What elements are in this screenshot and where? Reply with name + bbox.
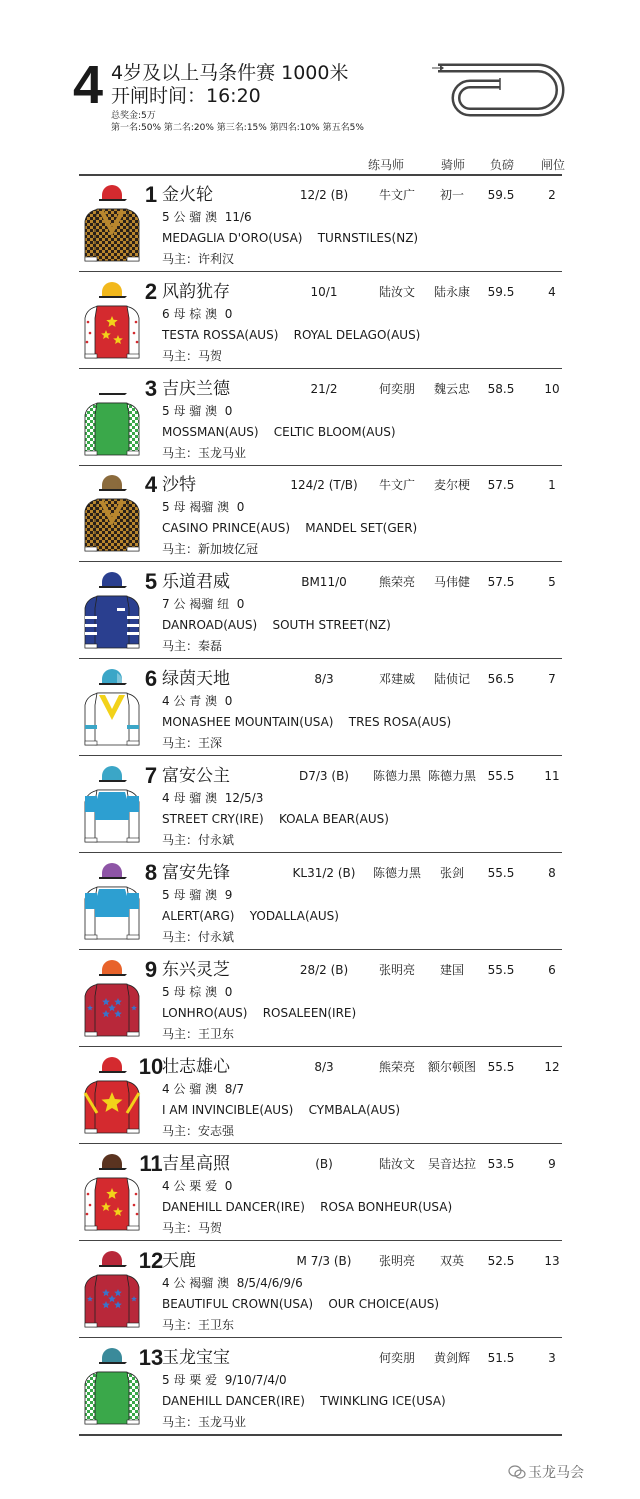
runner-row: [79, 563, 562, 659]
draw: 4: [548, 285, 556, 299]
horse-name: 乐道君威: [162, 572, 230, 592]
breeding: DANEHILL DANCER(IRE) ROSA BONHEUR(USA): [162, 1200, 453, 1214]
owner: 马主：马贺: [162, 349, 223, 363]
horse-info: 4 公 青 澳 0: [162, 694, 233, 708]
runner-row: [79, 757, 562, 853]
horse-info: 4 公 褐骝 澳 8/5/4/6/9/6: [162, 1276, 303, 1290]
breeding: MEDAGLIA D'ORO(USA) TURNSTILES(NZ): [162, 231, 419, 245]
runner-row: [79, 273, 562, 369]
horse-name: 天鹿: [162, 1251, 196, 1271]
weight: 52.5: [487, 1254, 515, 1268]
rating: KL31/2 (B): [292, 866, 356, 880]
jockey: 额尔顿图: [427, 1060, 476, 1074]
jockey: 吴音达拉: [427, 1157, 476, 1171]
owner: 马主：王深: [162, 736, 223, 750]
row-divider: [79, 368, 562, 369]
horse-name: 富安公主: [162, 766, 230, 786]
horse-info: 5 母 骝 澳 9: [162, 888, 233, 902]
jockey-silks-icon: [81, 568, 143, 652]
rating: D7/3 (B): [299, 769, 349, 783]
jockey-silks-icon: [81, 1150, 143, 1234]
jockey: 魏云忠: [433, 382, 470, 396]
track-diagram-icon: [430, 60, 566, 120]
watermark: 玉龙马会: [528, 1465, 584, 1481]
runner-number: 1: [144, 182, 158, 207]
weight: 57.5: [487, 478, 515, 492]
trainer: 张明亮: [378, 1254, 415, 1268]
runner-row: [79, 660, 562, 756]
row-divider: [79, 852, 562, 853]
weight: 57.5: [487, 575, 515, 589]
start-time: 开闸时间：16:20: [111, 85, 261, 107]
jockey-silks-icon: [81, 375, 143, 459]
jockey: 陆永康: [433, 285, 470, 299]
runner-number: 2: [144, 279, 158, 304]
jockey-silks-icon: [81, 1344, 143, 1428]
jockey: 麦尔梗: [433, 478, 470, 492]
jockey-silks-icon: [81, 762, 143, 846]
rating: M 7/3 (B): [296, 1254, 352, 1268]
row-divider: [79, 561, 562, 562]
rating: 21/2: [310, 382, 338, 396]
weight: 55.5: [487, 866, 515, 880]
runner-row: [79, 466, 562, 562]
runner-row: [79, 951, 562, 1047]
draw: 1: [548, 478, 556, 492]
trainer: 陆汝文: [378, 285, 415, 299]
trainer: 熊荣亮: [378, 1060, 415, 1074]
runner-row: [79, 370, 562, 466]
draw: 3: [548, 1351, 556, 1365]
jockey-silks-icon: [81, 1053, 143, 1137]
draw: 13: [544, 1254, 560, 1268]
owner: 马主：玉龙马业: [162, 1415, 247, 1429]
row-divider: [79, 949, 562, 950]
breeding: CASINO PRINCE(AUS) MANDEL SET(GER): [162, 521, 418, 535]
runner-row: [79, 854, 562, 950]
prize-split: 第一名:50% 第二名:20% 第三名:15% 第四名:10% 第五名5%: [111, 123, 364, 133]
horse-info: 5 母 棕 澳 0: [162, 985, 233, 999]
rating: 28/2 (B): [299, 963, 349, 977]
jockey: 陈德力黑: [427, 769, 476, 783]
draw: 7: [548, 672, 556, 686]
draw: 12: [544, 1060, 560, 1074]
jockey: 张剑: [439, 866, 464, 880]
weight: 56.5: [487, 672, 515, 686]
col-draw: 闸位: [541, 158, 566, 172]
row-divider: [79, 1337, 562, 1338]
weight: 58.5: [487, 382, 515, 396]
jockey: 陆侦记: [433, 672, 470, 686]
draw: 10: [544, 382, 560, 396]
horse-name: 吉星高照: [162, 1154, 230, 1174]
trainer: 何奕朋: [378, 382, 415, 396]
row-divider: [79, 1240, 562, 1241]
weight: 59.5: [487, 285, 515, 299]
runner-number: 6: [144, 666, 158, 691]
runner-number: 12: [138, 1248, 164, 1273]
weight: 59.5: [487, 188, 515, 202]
owner: 马主：马贺: [162, 1221, 223, 1235]
owner: 马主：新加坡亿冠: [162, 542, 259, 556]
col-trainer: 练马师: [368, 158, 405, 172]
runner-number: 8: [144, 860, 158, 885]
trainer: 张明亮: [378, 963, 415, 977]
horse-name: 沙特: [162, 475, 196, 495]
runner-number: 4: [144, 472, 158, 497]
breeding: I AM INVINCIBLE(AUS) CYMBALA(AUS): [162, 1103, 401, 1117]
jockey-silks-icon: [81, 1247, 143, 1331]
horse-name: 吉庆兰德: [162, 379, 230, 399]
runner-row: [79, 1145, 562, 1241]
runner-row: [79, 176, 562, 272]
rating: 10/1: [310, 285, 338, 299]
breeding: DANEHILL DANCER(IRE) TWINKLING ICE(USA): [162, 1394, 446, 1408]
trainer: 陈德力黑: [372, 866, 421, 880]
jockey: 初一: [439, 188, 464, 202]
weight: 55.5: [487, 963, 515, 977]
weight: 55.5: [487, 1060, 515, 1074]
runner-row: [79, 1048, 562, 1144]
weight: 53.5: [487, 1157, 515, 1171]
row-divider: [79, 1143, 562, 1144]
horse-info: 5 母 骝 澳 0: [162, 404, 233, 418]
jockey: 双英: [439, 1254, 464, 1268]
row-divider: [79, 755, 562, 756]
rating: (B): [315, 1157, 333, 1171]
breeding: DANROAD(AUS) SOUTH STREET(NZ): [162, 618, 391, 632]
breeding: MONASHEE MOUNTAIN(USA) TRES ROSA(AUS): [162, 715, 452, 729]
horse-name: 金火轮: [162, 185, 213, 205]
horse-name: 壮志雄心: [162, 1057, 230, 1077]
owner: 马主：秦磊: [162, 639, 223, 653]
weight: 51.5: [487, 1351, 515, 1365]
jockey-silks-icon: [81, 859, 143, 943]
jockey: 马伟健: [433, 575, 470, 589]
row-divider: [79, 1046, 562, 1047]
rating: 124/2 (T/B): [290, 478, 358, 492]
col-jockey: 骑师: [441, 158, 466, 172]
row-divider: [79, 271, 562, 272]
race-header: [0, 0, 640, 175]
runner-number: 9: [144, 957, 158, 982]
horse-info: 4 公 骝 澳 8/7: [162, 1082, 245, 1096]
horse-name: 东兴灵芝: [162, 960, 230, 980]
runner-row: [79, 1242, 562, 1338]
trainer: 牛文广: [378, 478, 415, 492]
draw: 5: [548, 575, 556, 589]
jockey-silks-icon: [81, 956, 143, 1040]
wechat-icon: [508, 1463, 526, 1481]
row-divider: [79, 658, 562, 659]
total-prize: 总奖金:5万: [111, 111, 156, 121]
jockey: 建国: [439, 963, 464, 977]
race-number: 4: [73, 55, 104, 115]
col-weight: 负磅: [490, 158, 515, 172]
trainer: 何奕朋: [378, 1351, 415, 1365]
trainer: 熊荣亮: [378, 575, 415, 589]
jockey-silks-icon: [81, 471, 143, 555]
jockey: 黄剑辉: [433, 1351, 470, 1365]
runner-number: 3: [144, 376, 158, 401]
runner-number: 13: [138, 1345, 164, 1370]
runner-row: [79, 1339, 562, 1435]
jockey-silks-icon: [81, 665, 143, 749]
rating: 8/3: [314, 1060, 334, 1074]
rating: BM11/0: [301, 575, 347, 589]
race-title: 4岁及以上马条件赛 1000米: [111, 62, 349, 84]
horse-name: 风韵犹存: [162, 282, 230, 302]
owner: 马主：安志强: [162, 1124, 235, 1138]
draw: 11: [544, 769, 560, 783]
breeding: STREET CRY(IRE) KOALA BEAR(AUS): [162, 812, 389, 826]
runner-number: 10: [138, 1054, 164, 1079]
horse-info: 5 母 栗 爱 9/10/7/4/0: [162, 1373, 287, 1387]
horse-info: 5 公 骝 澳 11/6: [162, 210, 252, 224]
rating: 8/3: [314, 672, 334, 686]
breeding: ALERT(ARG) YODALLA(AUS): [162, 909, 339, 923]
breeding: LONHRO(AUS) ROSALEEN(IRE): [162, 1006, 357, 1020]
horse-info: 7 公 褐骝 纽 0: [162, 597, 245, 611]
trainer: 邓建威: [378, 672, 415, 686]
trainer: 陈德力黑: [372, 769, 421, 783]
horse-info: 4 公 栗 爱 0: [162, 1179, 233, 1193]
owner: 马主：玉龙马业: [162, 446, 247, 460]
breeding: BEAUTIFUL CROWN(USA) OUR CHOICE(AUS): [162, 1297, 440, 1311]
horse-info: 5 母 褐骝 澳 0: [162, 500, 245, 514]
horse-info: 6 母 棕 澳 0: [162, 307, 233, 321]
runner-number: 5: [144, 569, 158, 594]
trainer: 牛文广: [378, 188, 415, 202]
owner: 马主：王卫东: [162, 1318, 235, 1332]
jockey-silks-icon: [81, 181, 143, 265]
draw: 8: [548, 866, 556, 880]
rating: 12/2 (B): [299, 188, 349, 202]
horse-name: 玉龙宝宝: [162, 1348, 230, 1368]
horse-info: 4 母 骝 澳 12/5/3: [162, 791, 264, 805]
owner: 马主：王卫东: [162, 1027, 235, 1041]
draw: 9: [548, 1157, 556, 1171]
runner-number: 7: [144, 763, 158, 788]
horse-name: 绿茵天地: [162, 669, 230, 689]
owner: 马主：付永斌: [162, 833, 235, 847]
runner-number: 11: [139, 1151, 163, 1176]
owner: 马主：许利汉: [162, 252, 235, 266]
breeding: TESTA ROSSA(AUS) ROYAL DELAGO(AUS): [162, 328, 421, 342]
weight: 55.5: [487, 769, 515, 783]
draw: 2: [548, 188, 556, 202]
row-divider: [79, 1434, 562, 1436]
trainer: 陆汝文: [378, 1157, 415, 1171]
breeding: MOSSMAN(AUS) CELTIC BLOOM(AUS): [162, 425, 396, 439]
owner: 马主：付永斌: [162, 930, 235, 944]
draw: 6: [548, 963, 556, 977]
horse-name: 富安先锋: [162, 863, 230, 883]
jockey-silks-icon: [81, 278, 143, 362]
